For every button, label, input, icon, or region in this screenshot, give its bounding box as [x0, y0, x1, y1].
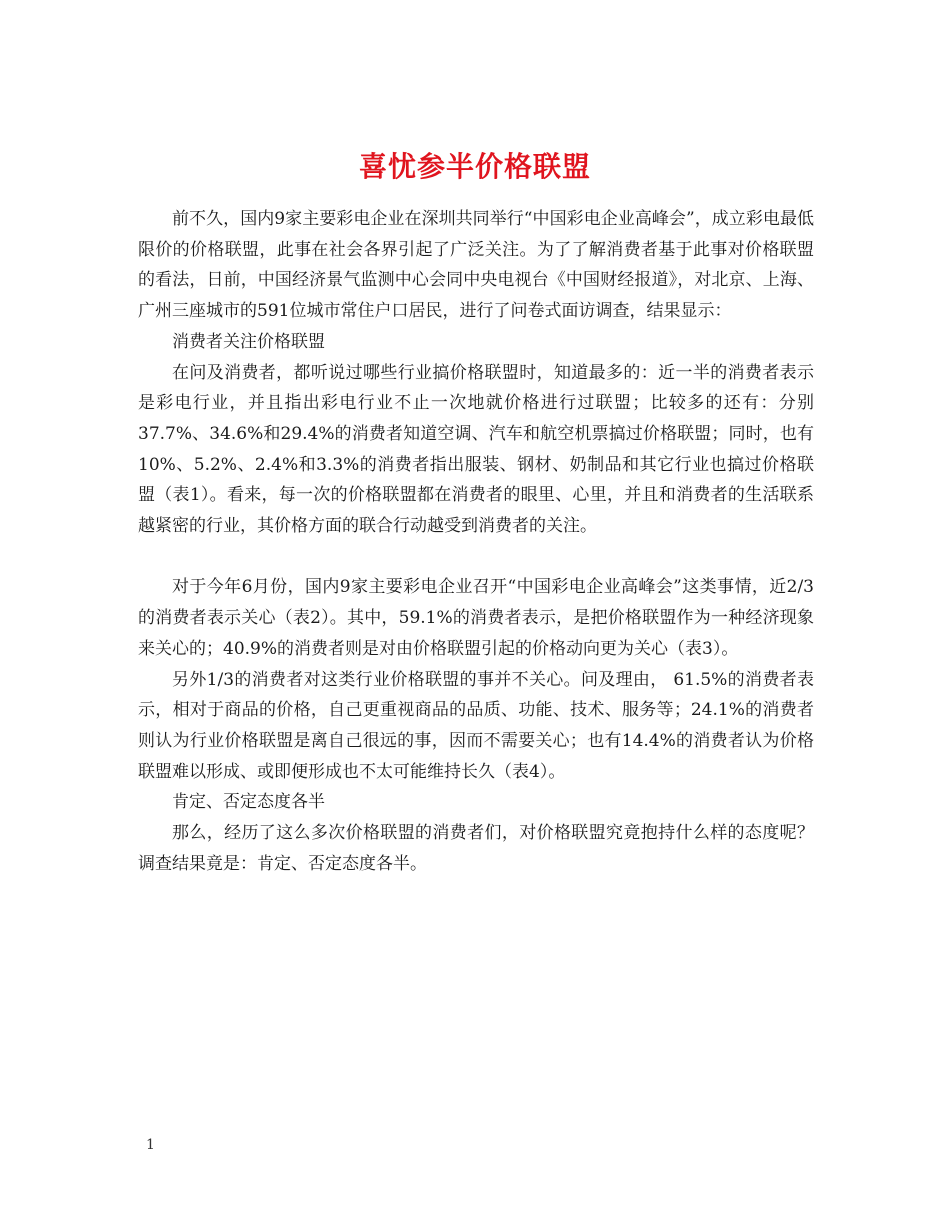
- document-body: [138, 204, 814, 879]
- paragraph-summit-concern: 对于今年6月份，国内9家主要彩电企业召开“中国彩电企业高峰会”这类事情，近2/3的消费者表示关心（表2）。其中，59.1%的消费者表示，是把价格联盟作为一种经济现象来关心的；40.9%的消费者则是对由价格联盟引起的价格动向更为关心（表3）。: [138, 577, 814, 659]
- page-number: 1: [146, 1137, 155, 1153]
- paragraph-industries: 在问及消费者，都听说过哪些行业搞价格联盟时，知道最多的：近一半的消费者表示是彩电行业，并且指出彩电行业不止一次地就价格进行过联盟；比较多的还有：分别37.7%、34.6%和29.4%的消费者知道空调、汽车和航空机票搞过价格联盟；同时，也有10%、5.2%、2.4%和3.3%的消费者指出服装、钢材、奶制品和其它行业也搞过价格联盟（表1）。看来，每一次的价格联盟都在消费者的眼里、心里，并且和消费者的生活联系越紧密的行业，其价格方面的联合行动越受到消费者的关注。: [138, 362, 814, 537]
- document-title: 喜忧参半价格联盟: [358, 149, 591, 183]
- paragraph-attitude: 那么，经历了这么多次价格联盟的消费者们，对价格联盟究竟抱持什么样的态度呢？调查结果竟是：肯定、否定态度各半。: [138, 823, 814, 874]
- paragraph-not-concerned: 另外1/3的消费者对这类行业价格联盟的事并不关心。问及理由， 61.5%的消费者表示，相对于商品的价格，自己更重视商品的品质、功能、技术、服务等；24.1%的消费者则认为行业价格联盟是离自己很远的事，因而不需要关心；也有14.4%的消费者认为价格联盟难以形成、或即便形成也不太可能维持长久（表4）。: [138, 669, 814, 782]
- section-heading-attention: 消费者关注价格联盟: [172, 331, 325, 352]
- paragraph-intro: 前不久，国内9家主要彩电企业在深圳共同举行“中国彩电企业高峰会”，成立彩电最低限价的价格联盟，此事在社会各界引起了广泛关注。为了了解消费者基于此事对价格联盟的看法，日前，中国经济景气监测中心会同中央电视台《中国财经报道》，对北京、上海、广州三座城市的591位城市常住户口居民，进行了问卷式面访调查，结果显示：: [138, 209, 814, 322]
- section-heading-attitude: 肯定、否定态度各半: [172, 792, 325, 813]
- paragraph-spacer: [138, 542, 814, 573]
